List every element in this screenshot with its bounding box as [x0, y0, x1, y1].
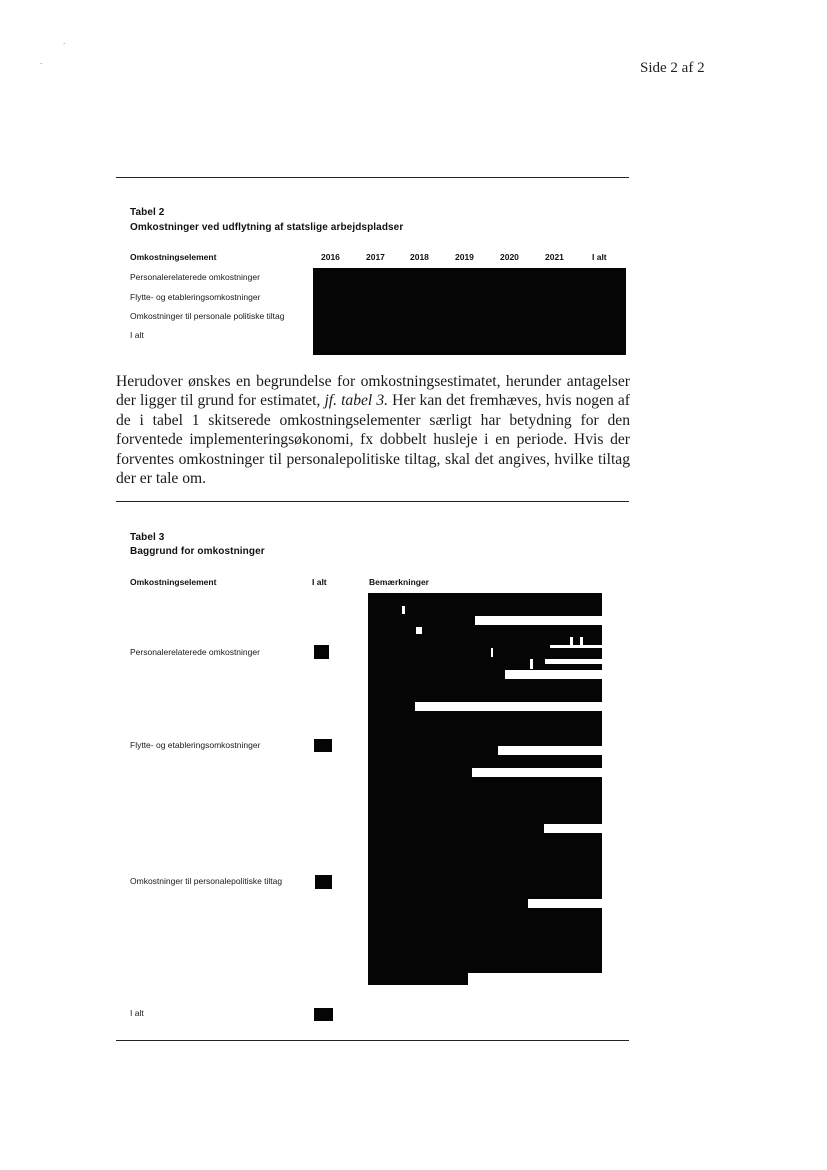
- table-reference: jf. tabel 3.: [324, 392, 389, 410]
- redacted-total: [314, 645, 329, 659]
- redaction-gap: [530, 659, 533, 669]
- table3-title: Baggrund for omkostninger: [130, 546, 265, 557]
- redaction-gap: [550, 645, 602, 648]
- table2-row-label: Omkostninger til personale politiske tiltag: [130, 311, 285, 321]
- table2-row-label: Personalerelaterede omkostninger: [130, 272, 260, 282]
- table2-title: Omkostninger ved udflytning af statslige arbejdspladser: [130, 222, 404, 233]
- table2-number: Tabel 2: [130, 207, 165, 218]
- scan-artifact: ·: [40, 60, 43, 68]
- paragraph-line: forventede implementeringsøkonomi, fx dobbelt husleje i en periode. Hvis der: [116, 431, 630, 449]
- paragraph-line: [116, 391, 630, 410]
- page-number: Side 2 af 2: [640, 60, 705, 76]
- table3-row-label: Flytte- og etableringsomkostninger: [130, 740, 261, 750]
- redaction-gap: [544, 824, 602, 833]
- table3-col-remarks: Bemærkninger: [369, 577, 429, 587]
- paragraph-line: der er tale om.: [116, 470, 207, 488]
- redaction-gap: [498, 746, 602, 755]
- table2-year-total: I alt: [592, 252, 607, 262]
- paragraph-line: de i tabel 1 skitserede omkostningselementer særligt har betydning for den: [116, 411, 630, 429]
- table2-year-2019: 2019: [455, 252, 474, 262]
- table2-year-2020: 2020: [500, 252, 519, 262]
- table2-year-2016: 2016: [321, 252, 340, 262]
- middle-rule: [116, 501, 629, 502]
- redacted-total: [314, 1008, 333, 1021]
- top-rule: [116, 177, 629, 178]
- redaction-gap: [545, 659, 602, 664]
- redacted-remarks: [368, 593, 602, 973]
- redaction-gap: [491, 648, 493, 657]
- redaction-gap: [472, 768, 602, 777]
- table2-row-label: I alt: [130, 330, 144, 340]
- paragraph-line: Herudover ønskes en begrundelse for omkostningsestimatet, herunder antagelser: [116, 373, 630, 390]
- redacted-remarks-tail: [368, 970, 468, 985]
- table2-year-2021: 2021: [545, 252, 564, 262]
- table3-row-label: Omkostninger til personalepolitiske tiltag: [130, 876, 283, 886]
- redaction-gap: [415, 702, 602, 711]
- redaction-gap: [528, 899, 602, 908]
- redaction-gap: [402, 606, 405, 614]
- table2-redacted-values: [313, 268, 626, 355]
- body-paragraph: [116, 372, 630, 488]
- table2-year-2017: 2017: [366, 252, 385, 262]
- table2-year-2018: 2018: [410, 252, 429, 262]
- table3-col-element: Omkostningselement: [130, 577, 217, 587]
- bottom-rule: [116, 1040, 629, 1041]
- redaction-gap: [475, 616, 602, 625]
- table3-number: Tabel 3: [130, 532, 165, 543]
- redaction-gap: [416, 627, 422, 634]
- redaction-gap: [505, 670, 602, 679]
- table3-row-label: Personalerelaterede omkostninger: [130, 647, 260, 657]
- table3-row-label: I alt: [130, 1008, 144, 1018]
- paragraph-line2-a: der ligger til grund for estimatet,: [116, 392, 325, 410]
- table3-col-total: I alt: [312, 577, 327, 587]
- table2-col-header: Omkostningselement: [130, 252, 217, 262]
- paragraph-line2-b: Her kan det fremhæves, hvis nogen af: [388, 392, 630, 410]
- redacted-total: [314, 739, 332, 752]
- table2-row-label: Flytte- og etableringsomkostninger: [130, 292, 261, 302]
- redacted-total: [315, 875, 332, 889]
- scan-artifact: ·: [63, 40, 66, 48]
- paragraph-line: forventes omkostninger til personalepolitiske tiltag, skal det angives, hvilke tiltag: [116, 450, 630, 468]
